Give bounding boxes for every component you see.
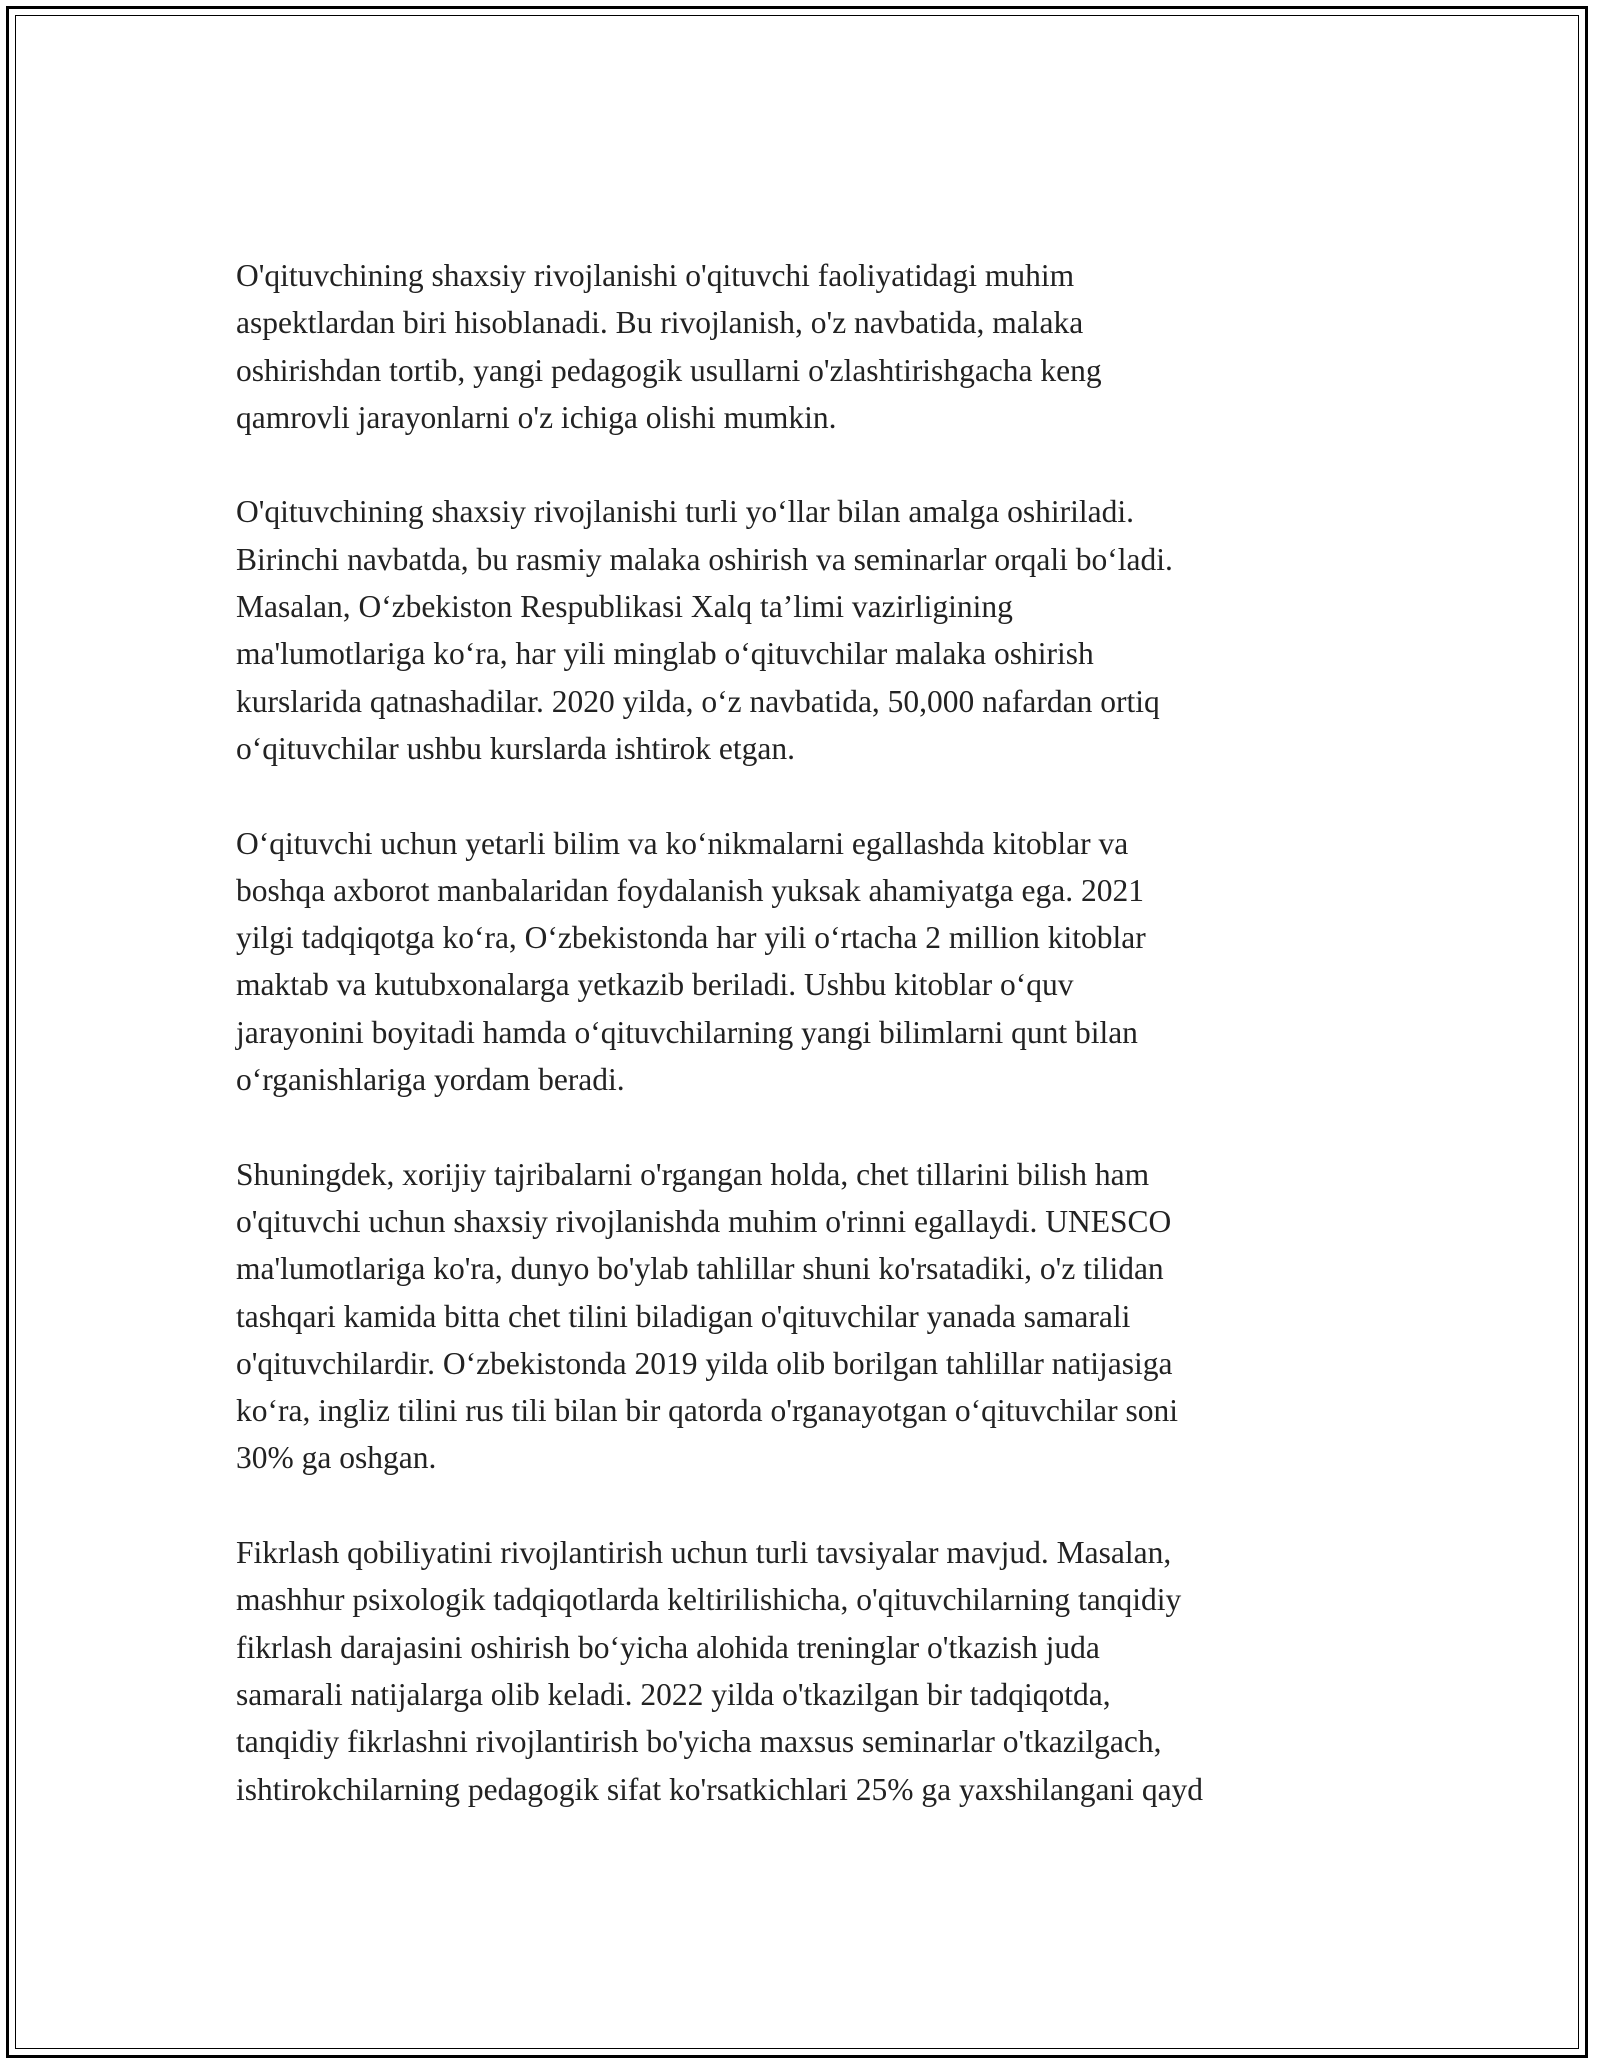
- paragraph-4: [236, 1151, 1386, 1482]
- text-line: kurslarida qatnashadilar. 2020 yilda, o‘z navbatida, 50,000 nafardan ortiq: [236, 683, 1160, 719]
- text-line: Birinchi navbatda, bu rasmiy malaka oshirish va seminarlar orqali bo‘ladi.: [236, 541, 1173, 577]
- text-line: Shuningdek, xorijiy tajribalarni o'rgangan holda, chet tillarini bilish ham: [236, 1156, 1150, 1192]
- text-line: mashhur psixologik tadqiqotlarda keltirilishicha, o'qituvchilarning tanqidiy: [236, 1582, 1182, 1618]
- text-line: O‘qituvchi uchun yetarli bilim va ko‘nikmalarni egallashda kitoblar va: [236, 825, 1129, 861]
- text-line: tashqari kamida bitta chet tilini biladigan o'qituvchilar yanada samarali: [236, 1298, 1131, 1334]
- document-body: [236, 252, 1386, 1813]
- text-line: yilgi tadqiqotga ko‘ra, O‘zbekistonda har yili o‘rtacha 2 million kitoblar: [236, 920, 1146, 956]
- paragraph-5: [236, 1529, 1386, 1813]
- text-line: Masalan, O‘zbekiston Respublikasi Xalq ta’limi vazirligining: [236, 589, 1013, 625]
- text-line: ma'lumotlariga ko‘ra, har yili minglab o‘qituvchilar malaka oshirish: [236, 636, 1094, 672]
- text-line: jarayonini boyitadi hamda o‘qituvchilarning yangi bilimlarni qunt bilan: [236, 1014, 1138, 1050]
- text-line: O'qituvchining shaxsiy rivojlanishi o'qituvchi faoliyatidagi muhim: [236, 258, 1075, 293]
- text-line: tanqidiy fikrlashni rivojlantirish bo'yicha maxsus seminarlar o'tkazilgach,: [236, 1724, 1162, 1760]
- text-line: maktab va kutubxonalarga yetkazib beriladi. Ushbu kitoblar o‘quv: [236, 967, 1074, 1003]
- text-line: o'qituvchilardir. O‘zbekistonda 2019 yilda olib borilgan tahlillar natijasiga: [236, 1345, 1173, 1381]
- text-line: 30% ga oshgan.: [236, 1440, 437, 1476]
- text-line: Fikrlash qobiliyatini rivojlantirish uchun turli tavsiyalar mavjud. Masalan,: [236, 1535, 1172, 1571]
- paragraph-3: [236, 820, 1386, 1104]
- text-line: aspektlardan biri hisoblanadi. Bu rivojlanish, o'z navbatida, malaka: [236, 305, 1084, 341]
- text-line: samarali natijalarga olib keladi. 2022 yilda o'tkazilgan bir tadqiqotda,: [236, 1676, 1111, 1712]
- text-line: boshqa axborot manbalaridan foydalanish yuksak ahamiyatga ega. 2021: [236, 872, 1144, 908]
- text-line: oshirishdan tortib, yangi pedagogik usullarni o'zlashtirishgacha keng: [236, 352, 1102, 388]
- text-line: o'qituvchi uchun shaxsiy rivojlanishda muhim o'rinni egallaydi. UNESCO: [236, 1203, 1172, 1239]
- text-line: fikrlash darajasini oshirish bo‘yicha alohida treninglar o'tkazish juda: [236, 1629, 1100, 1665]
- text-line: o‘qituvchilar ushbu kurslarda ishtirok etgan.: [236, 730, 796, 766]
- text-line: O'qituvchining shaxsiy rivojlanishi turli yo‘llar bilan amalga oshiriladi.: [236, 494, 1135, 530]
- text-line: ko‘ra, ingliz tilini rus tili bilan bir qatorda o'rganayotgan o‘qituvchilar soni: [236, 1393, 1179, 1429]
- paragraph-2: [236, 488, 1386, 772]
- text-line: o‘rganishlariga yordam beradi.: [236, 1062, 625, 1098]
- text-line: qamrovli jarayonlarni o'z ichiga olishi mumkin.: [236, 399, 837, 435]
- paragraph-1: [236, 252, 1386, 441]
- text-line: ma'lumotlariga ko'ra, dunyo bo'ylab tahlillar shuni ko'rsatadiki, o'z tilidan: [236, 1251, 1164, 1287]
- text-line: ishtirokchilarning pedagogik sifat ko'rsatkichlari 25% ga yaxshilangani qayd: [236, 1771, 1204, 1807]
